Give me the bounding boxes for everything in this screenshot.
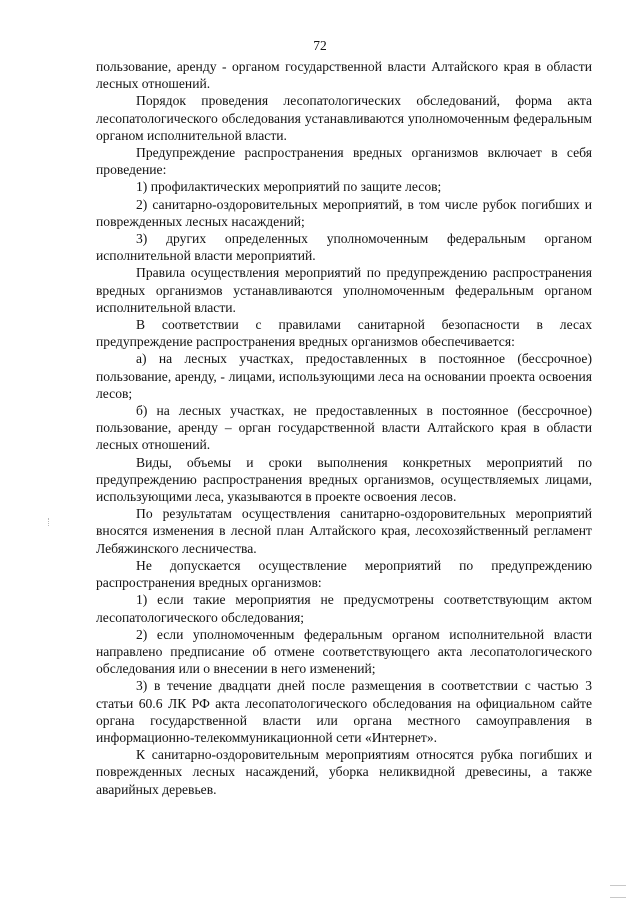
document-body: [96, 58, 592, 798]
page-number: 72: [313, 38, 327, 53]
list-item-sanitary-a: а) на лесных участках, предоставленных в постоянное (бессрочное) пользование, аренду, - лицами, использующими леса на основании проекта освоения лесов;: [96, 351, 592, 401]
paragraph-rules: Правила осуществления мероприятий по предупреждению распространения вредных организмов устанавливаются уполномоченным федеральным органом исполнительной власти.: [96, 265, 592, 315]
list-item-prevention-2: 2) санитарно-оздоровительных мероприятий, в том числе рубок погибших и поврежденных лесных насаждений;: [96, 196, 592, 229]
scan-edge-mark: [610, 885, 626, 886]
paragraph-continuation: пользование, аренду - органом государственной власти Алтайского края в области лесных отношений.: [96, 59, 592, 92]
paragraph-sanitary-measures: К санитарно-оздоровительным мероприятиям относятся рубка погибших и поврежденных лесных насаждений, уборка неликвидной древесины, а также аварийных деревьев.: [96, 747, 592, 797]
paragraph-results: По результатам осуществления санитарно-оздоровительных мероприятий вносятся изменения в лесной план Алтайского края, лесохозяйственный регламент Лебяжинского лесничества.: [96, 506, 592, 556]
scan-edge-mark: [610, 897, 626, 898]
list-item-sanitary-b: б) на лесных участках, не предоставленных в постоянное (бессрочное) пользование, аренду – орган государственной власти Алтайского края в области лесных отношений.: [96, 403, 592, 453]
list-item-prevention-3: 3) других определенных уполномоченным федеральным органом исполнительной власти мероприятий.: [96, 231, 592, 264]
paragraph-not-allowed-intro: Не допускается осуществление мероприятий по предупреждению распространения вредных организмов:: [96, 557, 592, 591]
list-item-prevention-1: 1) профилактических мероприятий по защите лесов;: [136, 179, 442, 195]
paragraph-prevention-intro: Предупреждение распространения вредных организмов включает в себя проведение:: [96, 145, 592, 178]
list-item-not-allowed-3: 3) в течение двадцати дней после размещения в соответствии с частью 3 статьи 60.6 ЛК РФ акта лесопатологического обследования на официальном сайте органа государственной власти или органа местного самоуправления в информационно-телекоммуникационной сети «Интернет».: [96, 678, 592, 745]
paragraph-measures-types: Виды, объемы и сроки выполнения конкретных мероприятий по предупреждению распространения вредных организмов, осуществляемых лицами, использующими леса, указываются в проекте освоения лесов.: [96, 454, 592, 505]
list-item-not-allowed-1: 1) если такие мероприятия не предусмотрены соответствующим актом лесопатологического обследования;: [96, 592, 592, 625]
list-item-not-allowed-2: 2) если уполномоченным федеральным органом исполнительной власти направлено предписание об отмене соответствующего акта лесопатологического обследования или о внесении в него изменений;: [96, 626, 592, 677]
scan-margin-mark: [48, 518, 52, 526]
paragraph-sanitary-rules: В соответствии с правилами санитарной безопасности в лесах предупреждение распространения вредных организмов обеспечивается:: [96, 317, 592, 350]
paragraph-survey-procedure: Порядок проведения лесопатологических обследований, форма акта лесопатологического обследования устанавливаются уполномоченным федеральным органом исполнительной власти.: [96, 93, 592, 143]
